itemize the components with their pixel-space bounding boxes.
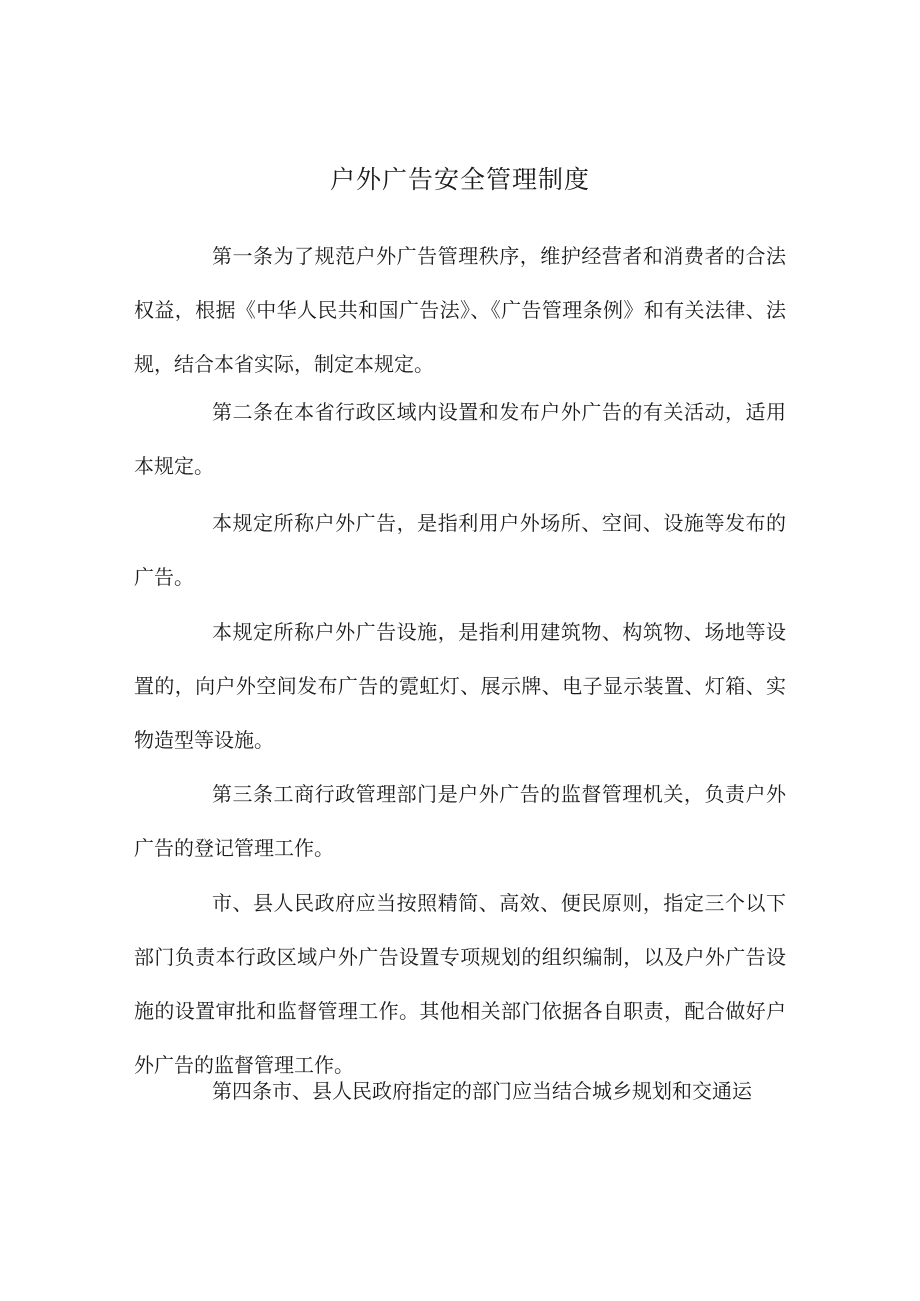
article-4-paragraph: 第四条市、县人民政府指定的部门应当结合城乡规划和交通运 [212,1079,752,1103]
outdoor-ad-definition-paragraph: 本规定所称户外广告，是指利用户外场所、空间、设施等发布的广告。 [134,511,786,589]
document-title: 户外广告安全管理制度 [329,165,590,194]
article-1-paragraph: 第一条为了规范户外广告管理秩序，维护经营者和消费者的合法权益，根据《中华人民共和国广告法》、《广告管理条例》和有关法律、法规，结合本省实际，制定本规定。 [134,244,786,376]
article-2-paragraph: 第二条在本省行政区域内设置和发布户外广告的有关活动，适用本规定。 [134,400,786,478]
article-3-paragraph: 第三条工商行政管理部门是户外广告的监督管理机关，负责户外广告的登记管理工作。 [134,782,786,860]
outdoor-ad-facility-definition-paragraph: 本规定所称户外广告设施，是指利用建筑物、构筑物、场地等设置的，向户外空间发布广告的霓虹灯、展示牌、电子显示装置、灯箱、实物造型等设施。 [134,620,786,752]
government-responsibility-paragraph: 市、县人民政府应当按照精简、高效、便民原则，指定三个以下部门负责本行政区域户外广告设置专项规划的组织编制，以及户外广告设施的设置审批和监督管理工作。其他相关部门依据各自职责，配合做好户外广告的监督管理工作。 [134,891,786,1077]
